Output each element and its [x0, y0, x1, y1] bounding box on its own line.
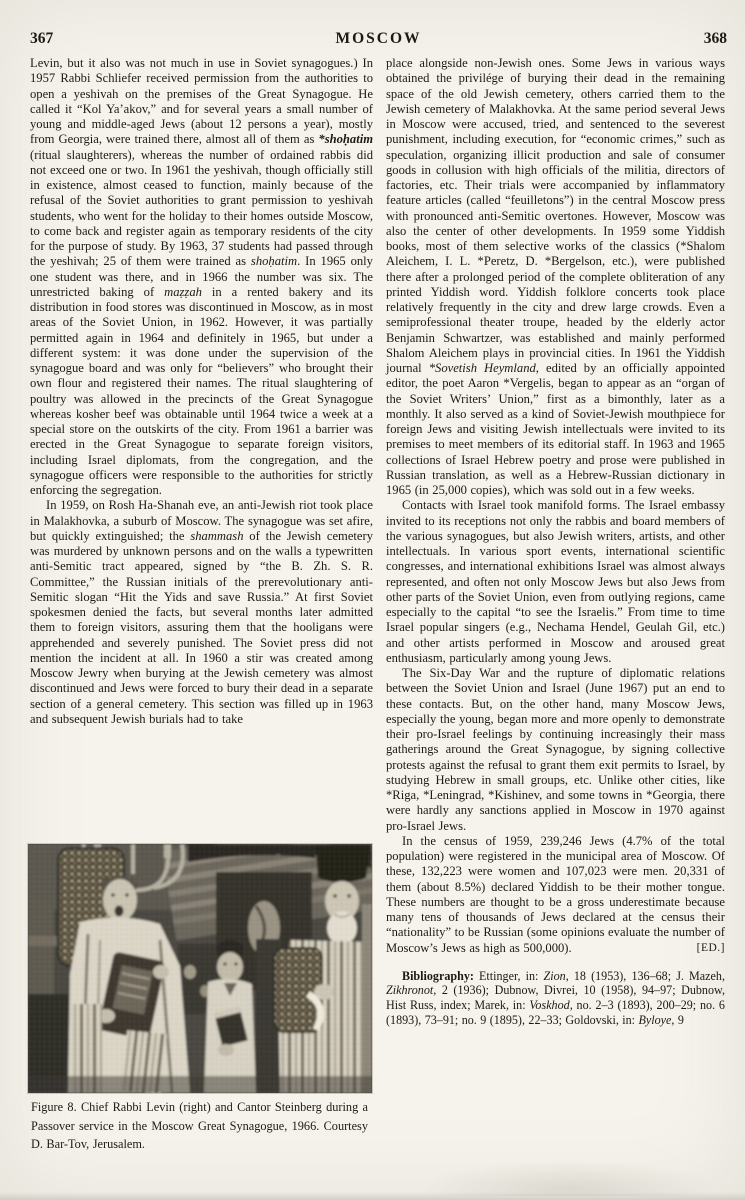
left-column [30, 56, 373, 727]
body-paragraph [30, 498, 373, 727]
text-run: , no. 2–3 (1893), 200–29; no. 6 (1893), 73–91; no. 9 (1895), 22–33; Goldovski, in: [386, 997, 725, 1027]
page-title: MOSCOW [335, 30, 422, 47]
body-paragraph [386, 666, 725, 834]
page-number-left: 367 [30, 30, 54, 47]
text-run: In the census of 1959, 239,246 Jews (4.7% of the total population) were registered in the municipal area of Moscow. Of these, 132,223 were women and 107,023 were men. 20,331 of them (about 8.5%) declared Yiddish to be their mother tongue. These numbers are thought to be a gross underestimate because many tens of thousands of Jews declared at the census their “nationality” to be Russian (some opinions evaluate the number of Moscow’s Jews as high as 500,000). [386, 833, 726, 955]
page-number-right: 368 [703, 30, 727, 47]
scan-smudge [420, 1160, 720, 1196]
text-run: shoḥatim [250, 254, 298, 269]
text-run: , 18 (1953), 136–68; J. Mazeh, [565, 968, 725, 983]
text-run: Voskhod [529, 997, 570, 1012]
text-run: , 2 (1936); Dubnow, Divrei, 10 (1958), 94–97; Dubnow, Hist Russ, index; Marek, in: [386, 983, 725, 1012]
body-paragraph [30, 56, 373, 498]
text-run: Levin, but it also was not much in use in Soviet synagogues.) In 1957 Rabbi Schliefer received permission from the authorities to open a yeshivah on the premises of the Great Synagogue. He called it “Kol Ya’akov,” and for several years a small number of young and middle-aged Jews (about 12 persons a year), mostly from Georgia, were trained there, almost all of them as [30, 56, 373, 147]
figure-8-caption: Figure 8. Chief Rabbi Levin (right) and Cantor Steinberg during a Passover service in the Moscow Great Synagogue, 1966. Courtesy D. Bar-Tov, Jerusalem. [31, 1100, 368, 1152]
scan-edge-shadow [0, 1192, 745, 1200]
text-run: maẓẓah [164, 284, 202, 299]
text-run: In 1959, on Rosh Ha-Shanah eve, an anti-Jewish riot took place in Malakhovka, a suburb of Moscow. The synagogue was set afire, but quickly extinguished; the [30, 498, 373, 543]
text-run: place alongside non-Jewish ones. Some Jews in various ways obtained the privilége of burying their dead in the remaining space of the old Jewish cemetery, others carried them to the Jewish cemetery of Malakhovka. At the same period several Jews in Moscow were accused, tried, and sentenced to the severest punishment, including execution, for “economic crimes,” such as speculation, organizing illicit production and sale of consumer goods in collusion with high officials of the militia, directors of factories, etc. Their trials were accompanied by inflammatory feature articles (called “feuilletons”) in the central Moscow press with pronounced anti-Semitic overtones. However, Moscow was also the center of other developments. In 1959 some Yiddish books, most of them selective works of the classics (*Shalom Aleichem, I. L. *Peretz, D. *Bergelson, etc.), were published there after a prolonged period of the complete obliteration of any printed Yiddish word. Yiddish folklore concerts took place relatively frequently in the city and drew large crowds. Even a semiprofessional theater troupe, headed by the elderly actor Benjamin Schwartzer, was established and mainly performed Shalom Aleichem plays in provincial cities. In 1961 the Yiddish journal [386, 56, 725, 375]
text-run: Contacts with Israel took manifold forms. The Israel embassy invited to its receptions not only the rabbis and board members of the various synagogues, but also Jewish writers, artists, and other intellectuals. In various sport events, international scientific congresses, and international exhibitions Israel was almost always represented, and often not only Moscow Jews but also Jews from other parts of the Soviet Union, even from outlying regions, came especially to the capital “to see the Israelis.” From time to time Israel popular singers (e.g., Nechama Hendel, Geulah Gil, etc.) and other artists performed in Moscow and aroused great enthusiasm, particularly among young Jews. [386, 498, 725, 665]
text-run: in a rented bakery and its distribution in food stores was discontinued in Moscow, as in most areas of the Soviet Union, in 1962. However, it was partially permitted again in 1964 and definitely in 1965, but under a different system: it was done under the supervision of the synagogue board and was only for “believers” who brought their own flour and registered their names. The ritual slaughtering of poultry was allowed in the precincts of the Great Synagogue whereas kosher beef was obtainable until 1964 twice a week at a special store on the outskirts of the city. From 1961 a barrier was erected in the Great Synagogue to separate foreign visitors, including Israel diplomats, from the congregation, and the synagogue officers were responsible to the authorities for strictly enforcing the segregation. [30, 284, 373, 497]
body-paragraph [386, 834, 725, 956]
figure-8-photo [28, 844, 372, 1093]
text-run: Ettinger, in: [479, 968, 544, 983]
text-run: Byloye [638, 1012, 672, 1027]
body-paragraph [386, 56, 725, 498]
text-run: . In 1965 only one student was there, and in 1966 the number was six. The unrestricted baking of [30, 254, 373, 299]
body-paragraph [386, 498, 725, 666]
text-run: (ritual slaughterers), whereas the number of ordained rabbis did not exceed one or two. In 1961 the yeshivah, though officially still in existence, almost ceased to function, mainly because of the refusal of the Soviet authorities to grant permission to yeshivah students, who went for the holiday to their homes outside Moscow, to come back and register again as temporary residents of the city for the purpose of study. By 1963, 37 students had passed through the yeshivah; 25 of them were trained as [30, 147, 373, 269]
bibliography-paragraph [386, 969, 725, 1027]
text-run: Zion [543, 968, 566, 983]
editor-signature: [ED.] [696, 941, 725, 954]
text-run: , 9 [671, 1012, 684, 1027]
text-run: , edited by an officially appointed editor, the poet Aaron *Vergelis, began to appear as an “organ of the Soviet Writers’ Union,” first as a bimonthly, later as a monthly. It also served as a kind of Soviet-Jewish mouthpiece for foreign Jews and visiting Jewish intellectuals were invited to its premises to meet members of its editorial staff. In 1963 and 1965 collections of Israel Hebrew poetry and prose were published in Russian translation, as well as a Hebrew-Russian dictionary in 1965 (in 25,000 copies), which was sold out in a few weeks. [386, 361, 725, 497]
text-run: Zikhronot [386, 983, 434, 998]
right-column [386, 56, 725, 1027]
text-run: shammash [190, 528, 244, 543]
figure-8 [28, 844, 372, 1093]
text-run: *shoḥatim [318, 132, 373, 147]
text-run: The Six-Day War and the rupture of diplomatic relations between the Soviet Union and Israel (June 1967) put an end to these contacts. But, on the other hand, many Moscow Jews, especially the young, began more and more openly to demonstrate their pro-Israel feelings by continuing increasingly their mass gatherings around the Great Synagogue, by signing collective protests against the refusal to grant them exit permits to Israel, by studying Hebrew in small groups, etc. Unlike other cities, like *Riga, *Leningrad, *Kishinev, and some towns in *Georgia, there were hardly any sanctions applied in Moscow in 1970 against pro-Israel Jews. [386, 666, 725, 833]
text-run: Bibliography: [402, 968, 480, 983]
text-run: *Sovetish Heymland [428, 361, 536, 375]
running-head [30, 30, 727, 50]
text-run: of the Jewish cemetery was murdered by unknown persons and on the walls a typewritten anti-Semitic tract appeared, signed by “the B. Zh. S. R. Committee,” the Russian initials of the prerevolutionary anti-Semitic slogan “Hit the Yids and save Russia.” At first Soviet spokesmen denied the facts, but several months later admitted them to foreign visitors, assuring them that the hooligans were apprehended and severely punished. The Soviet press did not mention the incident at all. In 1960 a stir was created among Moscow Jewry when burying at the Jewish cemetery was almost discontinued and Jews were forced to bury their dead in a separate section of a general cemetery. This section was filled up in 1963 and subsequent Jewish burials had to take [30, 528, 373, 726]
